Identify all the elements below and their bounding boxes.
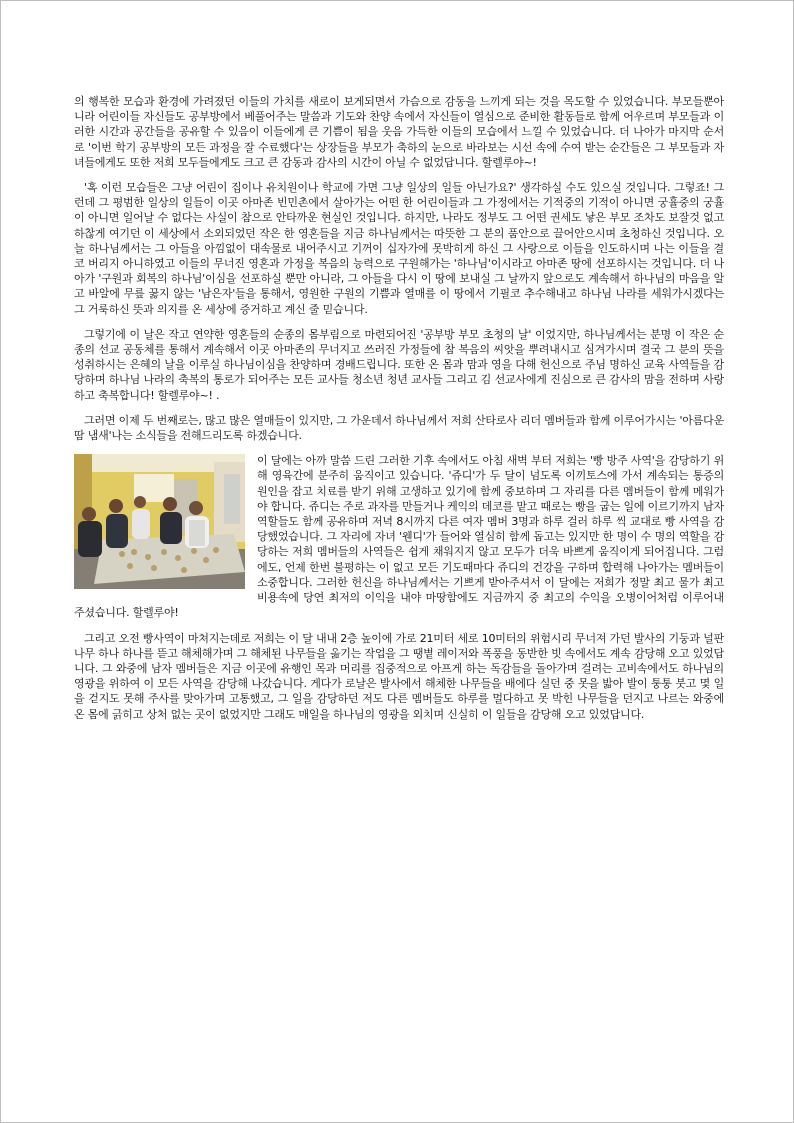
paragraph-2: '혹 이런 모습들은 그냥 어린이 집이나 유치원이나 학교에 가면 그냥 일상의 일들 아닌가요?' 생각하실 수도 있으실 것입니다. 그렇죠! 그런데 그 평범한 일상의 일들이 이곳 아마존 빈민촌에서 살아가는 어떤 한 어린이들과 그 가정에서는 기적중의 기적이 아니면 궁휼중의 궁휼이 아니면 일어날 수 없다는 사실이 참으로 안타까운 현실인 것입니다. 하지만, 나라도 정부도 그 어떤 권세도 낳은 부모 조차도 보잘것 없고 하찮게 여기던 이 세상에서 소외되었던 작은 한 영혼들을 지금 하나님께서는 따뜻한 그 분의 품안으로 끌어안으시며 초청하신 것입니다. 오늘 하나님께서는 그 아들을 아낌없이 대속물로 내어주시고 기꺼이 십자가에 못박히게 하신 그 사랑으로 이들을 인도하시며 나는 이들을 결코 버리지 아니하였고 이들의 무너진 영혼과 가정을 복음의 능력으로 구원해가는 '하나님'이시라고 아마존 땅에 선포하시는 것입니다. 더 나아가 '구원과 회복의 하나님'이심을 선포하실 뿐만 아니라, 그 아들을 다시 이 땅에 보내실 그 날까지 앞으로도 계속해서 하나님의 마음을 알고 바알에 무릎 꿇지 않는 '남은자'들을 통해서, 영원한 구원의 기쁨과 열매를 이 땅에서 기필코 추수해내고 하나님 나라를 세워가시겠다는 그 거룩하신 뜻과 의지를 온 세상에 증거하고 계신 줄 믿습니다. (74, 181, 724, 316)
bakery-workers-photo (74, 454, 245, 589)
article-body (74, 94, 724, 732)
paragraph-1: 의 행복한 모습과 환경에 가려졌던 이들의 가치를 새로이 보게되면서 가슴으로 감동을 느끼게 되는 것을 목도할 수 있었습니다. 부모들뿐아니라 어린이들 자신들도 공부방에서 베풀어주는 말씀과 기도와 찬양 속에서 자신들이 열심으로 준비한 활동들로 함께 어우르며 부모들과 이러한 시간과 공간들을 공유할 수 있음이 이들에게 큰 기쁨이 됨을 웃음 가득한 이들의 모습에서 느낄 수 있었습니다. 더 나아가 마지막 순서로 '이번 학기 공부방의 모든 과정을 잘 수료했다'는 상장들을 부모가 축하의 눈으로 바라보는 시선 속에 수여 받는 순간들은 그 부모들과 자녀들에게도 또한 저희 모두들에게도 크고 큰 감동과 감사의 시간이 아닐 수 없었답니다. 할렐루야~! (74, 95, 724, 169)
paragraph-6: 그리고 오전 빵사역이 마쳐지는데로 저희는 이 달 내내 2층 높이에 가로 21미터 세로 10미터의 위험시리 무너져 가던 발사의 기둥과 널판 나무 하나 하나를 뜯고 해체해가며 그 해체된 나무들을 옮기는 작업을 그 땡볕 레이저와 폭풍을 동반한 빗 속에서도 계속 감당해 오고 있었답니다. 그 와중에 남자 멤버들은 지금 이곳에 유행인 목과 머리를 집중적으로 아프게 하는 독감들을 돌아가며 걸려는 고비속에서도 하나님의 영광을 위하여 이 모든 사역을 감당해 나갔습니다. 게다가 로날은 발사에서 해체한 나무들을 배에다 실던 중 못을 밟아 발이 퉁퉁 붓고 몇 일을 걷지도 못해 주사를 맞아가며 고통했고, 그 일을 감당하던 저도 다른 멤버들도 하루를 멀다하고 못 박힌 나무들을 던지고 나르는 와중에 온 몸에 긁히고 상처 없는 곳이 없었지만 그래도 매일을 하나님의 영광을 외치며 신실히 이 일들을 감당해 오고 있었답니다. (74, 631, 724, 721)
paragraph-4: 그러면 이제 두 번째로는, 많고 많은 열매들이 있지만, 그 가운데서 하나님께서 저희 산타로사 리더 멤버들과 함께 이루어가시는 '아름다운 땀 냄새'나는 소식들을 전해드리도록 하겠습니다. (74, 413, 724, 443)
paragraph-3: 그렇기에 이 날은 작고 연약한 영혼들의 순종의 몸부림으로 마련되어진 '공부방 부모 초청의 날' 이었지만, 하나님께서는 분명 이 작은 순종의 선교 공동체를 통해서 계속해서 이곳 아마존의 무너지고 쓰러진 가정들에 참 복음의 씨앗을 뿌려내시고 심겨가시며 결국 그 분의 뜻을 성취하시는 은혜의 날을 이루실 하나님이심을 찬양하며 경배드립니다. 또한 온 몸과 맘과 영을 다해 헌신으로 주님 명하신 교육 사역들을 감당하며 하나님 나라의 축복의 통로가 되어주는 모든 교사들 청소년 청년 교사들 그리고 김 선교사에게 진심으로 큰 감사의 맘을 전하며 사랑하고 축복합니다! 할렐루야~! . (74, 327, 724, 402)
paragraph-5: 이 달에는 아까 말씀 드린 그러한 기후 속에서도 아침 새벽 부터 저희는 '빵 방주 사역'을 감당하기 위해 영육간에 분주히 움직이고 있습니다. '쥬디'가 두 달이 넘도록 이끼토스에 가서 계속되는 통증의 원인을 잡고 치료를 받기 위해 고생하고 있기에 함께 중보하며 그 자리를 다른 멤버들이 함께 메워가야 합니다. 쥬디는 주로 과자를 만들거나 케익의 데코를 맡고 때로는 빵을 굽는 일에 이르기까지 남자 역할들도 함께 공유하며 저녁 8시까지 다른 여자 멤버 3명과 하루 걸러 하루 씩 교대로 빵 사역을 감당했었습니다. 그 자리에 자녀 '웬디'가 들어와 열심히 함께 돕고는 있지만 한 명이 수 명의 역할을 감당하는 저희 멤버들의 사역들은 쉽게 채워지지 않고 모두가 더욱 바쁘게 움직이게 되어집니다. 그럼에도, 언제 한번 불평하는 이 없고 모든 기도때마다 쥬디의 건강을 구하며 합력해 나아가는 멤버들이 소중합니다. 그러한 헌신을 하나님께서는 기쁘게 받아주셔서 이 달에는 저희가 정말 최고 물가 최고 비용속에 당연 최저의 이익을 내야 마땅함에도 지금까지 중 최고의 수익을 오병이어처럼 이루어내 주셨습니다. 할렐루야! (74, 454, 724, 620)
